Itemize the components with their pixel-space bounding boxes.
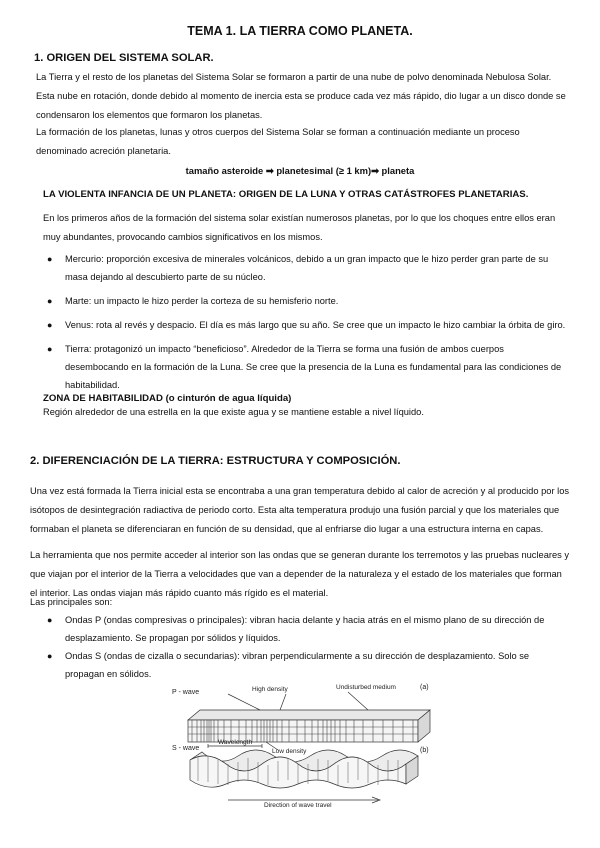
- list-item-text: Ondas S (ondas de cizalla o secundarias): vibran perpendicularmente a su dirección de desplazamiento. Solo se propagan en sólidos.: [65, 651, 530, 679]
- section2-paragraph-2: La herramienta que nos permite acceder al interior son las ondas que se generan durante los terremotos y las pruebas nucleares y que viajan por el interior de la Tierra a velocidades que van a depender de la naturaleza y el estado de los materiales que forman el interior. Las ondas viajan más rápido cuanto más rígido es el material.: [30, 550, 570, 598]
- bullet-icon: ●: [47, 254, 53, 264]
- list-item-text: Marte: un impacto le hizo perder la corteza de su hemisferio norte.: [65, 296, 339, 306]
- list-item: [47, 316, 567, 334]
- section2-paragraph-1: Una vez está formada la Tierra inicial esta se encontraba a una gran temperatura debido al calor de acreción y al producido por los isótopos de desintegración radiactiva de periodo corto. Esta alta temperatura produjo una fusión parcial y que los materiales que formaban el planeta se diferenciaran en función de su densidad, que al enfriarse dio lugar a una estructura interna en capas.: [30, 486, 570, 534]
- bullet-icon: ●: [47, 651, 53, 661]
- planet-impacts-list: [47, 250, 567, 394]
- svg-text:(a): (a): [420, 684, 429, 691]
- document-title: TEMA 1. LA TIERRA COMO PLANETA.: [187, 24, 413, 38]
- section1-paragraph-2: La formación de los planetas, lunas y otros cuerpos del Sistema Solar se forman a continuación mediante un proceso denominado acreción planetaria.: [36, 127, 520, 156]
- bullet-icon: ●: [47, 296, 53, 306]
- habitability-zone-text: Región alrededor de una estrella en la que existe agua y se mantiene estable a nivel líquido.: [43, 407, 424, 417]
- high-density-label: High density: [252, 686, 288, 693]
- bullet-icon: ●: [47, 344, 53, 354]
- list-item-text: Mercurio: proporción excesiva de minerales volcánicos, debido a un gran impacto que le hizo perder gran parte de su masa dejando al descubierto parte de su núcleo.: [65, 254, 549, 282]
- p-wave-label: P - wave: [172, 689, 200, 696]
- section1-heading: 1. ORIGEN DEL SISTEMA SOLAR.: [34, 52, 214, 64]
- s-wave-label: S - wave: [172, 745, 200, 752]
- principal-waves-intro: Las principales son:: [30, 597, 113, 607]
- list-item-text: Venus: rota al revés y despacio. El día es más largo que su año. Se cree que un impacto le hizo cambiar la órbita de giro.: [65, 320, 566, 330]
- section2-heading: 2. DIFERENCIACIÓN DE LA TIERRA: ESTRUCTURA Y COMPOSICIÓN.: [30, 455, 401, 467]
- list-item: [47, 647, 567, 683]
- direction-label: Direction of wave travel: [264, 802, 332, 808]
- list-item: [47, 292, 567, 310]
- list-item-text: Tierra: protagonizó un impacto “beneficioso”. Alrededor de la Tierra se forma una fusión de ambos cuerpos desembocando en la formación de la Luna. Se cree que la presencia de la Luna es fundamental para las condiciones de habitabilidad.: [65, 344, 562, 390]
- list-item: [47, 340, 567, 394]
- bullet-icon: ●: [47, 615, 53, 625]
- low-density-label: Low density: [272, 748, 307, 755]
- wavelength-label: Wavelength: [218, 739, 253, 746]
- habitability-zone-heading: ZONA DE HABITABILIDAD (o cinturón de agua líquida): [43, 393, 292, 404]
- list-item: [47, 611, 567, 647]
- seismic-waves-figure: [168, 680, 436, 808]
- section1-paragraph-1: La Tierra y el resto de los planetas del Sistema Solar se formaron a partir de una nube de polvo denominada Nebulosa Solar. Esta nube en rotación, donde debido al momento de inercia esta se produce cada vez más rápido, dio lugar a un disco donde se condensaron los elementos que formaron los planetas.: [36, 72, 566, 120]
- undisturbed-medium-label: Undisturbed medium: [336, 684, 396, 691]
- list-item-text: Ondas P (ondas compresivas o principales): vibran hacia delante y hacia atrás en el mismo plano de su dirección de desplazamiento. Se propagan por sólidos y líquidos.: [65, 615, 545, 643]
- accretion-formula: tamaño asteroide ➡ planetesimal (≥ 1 km)➡ planeta: [185, 165, 415, 176]
- subsection-heading: LA VIOLENTA INFANCIA DE UN PLANETA: ORIGEN DE LA LUNA Y OTRAS CATÁSTROFES PLANETARIAS.: [43, 189, 529, 200]
- svg-text:(b): (b): [420, 747, 429, 754]
- bullet-icon: ●: [47, 320, 53, 330]
- list-item: [47, 250, 567, 286]
- wave-types-list: [47, 611, 567, 683]
- subsection-paragraph: En los primeros años de la formación del sistema solar existían numerosos planetas, por lo que los choques entre ellos eran muy abundantes, provocando cambios significativos en los mismos.: [43, 213, 556, 242]
